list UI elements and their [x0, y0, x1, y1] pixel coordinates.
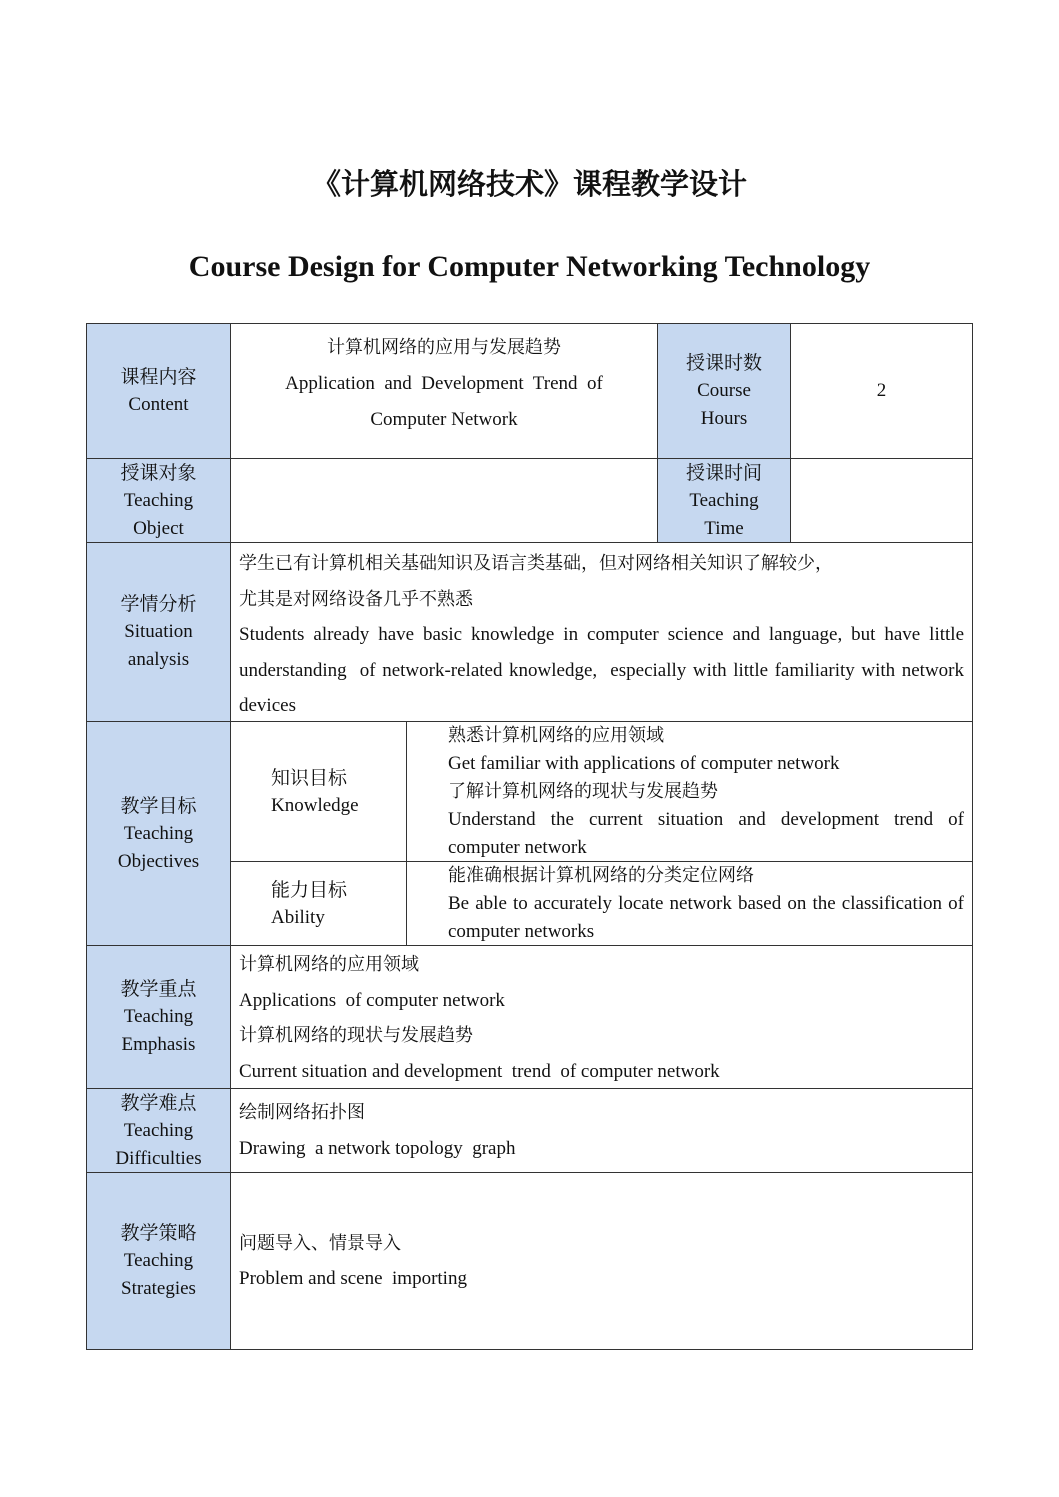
- content-label-cn: 课程内容: [120, 366, 197, 388]
- situation-label-cell: [86, 542, 231, 722]
- emphasis-line-en-2: Current situation and development trend of computer network: [239, 1060, 720, 1082]
- hours-label-en-2: Hours: [700, 408, 748, 429]
- difficulties-label-en-2: Difficulties: [115, 1147, 202, 1169]
- hours-label-cn: 授课时数: [685, 352, 762, 374]
- situation-text-en: Students already have basic knowledge in computer science and language, but have little understanding of network-related knowledge, especially with little familiarity with network devices: [239, 624, 969, 716]
- emphasis-line-en-1: Applications of computer network: [239, 989, 505, 1011]
- ability-label-cell: [230, 861, 407, 946]
- time-label-en-2: Time: [704, 517, 744, 539]
- ability-label-en: Ability: [271, 906, 325, 928]
- situation-value-cell: [230, 542, 973, 722]
- content-label-en: Content: [128, 394, 189, 415]
- page-title-cn: 《计算机网络技术》课程教学设计: [311, 167, 747, 201]
- content-label-cell: [86, 323, 231, 459]
- objectives-label-cn: 教学目标: [120, 794, 197, 817]
- knowledge-line-cn-1: 熟悉计算机网络的应用领域: [448, 725, 664, 746]
- strategies-label-cn: 教学策略: [120, 1222, 197, 1244]
- knowledge-label-cn: 知识目标: [271, 766, 348, 789]
- time-value-cell: [790, 458, 973, 543]
- difficulties-line-cn: 绘制网络拓扑图: [239, 1102, 365, 1123]
- ability-value-cell: [406, 861, 973, 946]
- situation-label-cn: 学情分析: [120, 593, 197, 615]
- objectives-label-cell: [86, 721, 231, 946]
- emphasis-value-cell: [230, 945, 973, 1089]
- strategies-value-cell: [230, 1172, 973, 1350]
- situation-text-cn-1: 学生已有计算机相关基础知识及语言类基础，但对网络相关知识了解较少，: [239, 553, 833, 574]
- time-label-en-1: Teaching: [689, 489, 759, 511]
- difficulties-value-cell: [230, 1088, 973, 1173]
- emphasis-line-cn-2: 计算机网络的现状与发展趋势: [239, 1025, 473, 1046]
- knowledge-line-en-1: Get familiar with applications of computer network: [448, 753, 840, 774]
- objectives-label-en-1: Teaching: [123, 822, 194, 844]
- difficulties-label-en-1: Teaching: [123, 1119, 194, 1141]
- knowledge-line-cn-2: 了解计算机网络的现状与发展趋势: [448, 781, 718, 802]
- time-label-cell: [657, 458, 791, 543]
- emphasis-label-cell: [86, 945, 231, 1089]
- situation-text-cn-2: 尤其是对网络设备几乎不熟悉: [239, 588, 473, 610]
- difficulties-line-en: Drawing a network topology graph: [239, 1137, 516, 1159]
- ability-line-cn: 能准确根据计算机网络的分类定位网络: [448, 865, 754, 886]
- difficulties-label-cn: 教学难点: [120, 1091, 197, 1114]
- strategies-label-en-1: Teaching: [123, 1250, 194, 1271]
- object-label-en-2: Object: [133, 517, 184, 539]
- object-label-cn: 授课对象: [120, 461, 197, 484]
- content-value-cn: 计算机网络的应用与发展趋势: [327, 337, 561, 358]
- strategies-label-cell: [86, 1172, 231, 1350]
- strategies-line-en: Problem and scene importing: [239, 1268, 467, 1289]
- hours-label-en-1: Course: [697, 380, 751, 401]
- emphasis-line-cn-1: 计算机网络的应用领域: [239, 954, 419, 975]
- knowledge-value-cell: [406, 721, 973, 862]
- object-value-cell: [230, 458, 658, 543]
- content-value-cell: [230, 323, 658, 459]
- object-label-cell: [86, 458, 231, 543]
- emphasis-label-en-1: Teaching: [123, 1006, 194, 1027]
- knowledge-label-cell: [230, 721, 407, 862]
- content-value-en-2: Computer Network: [370, 409, 518, 430]
- objectives-label-en-2: Objectives: [117, 850, 200, 872]
- strategies-line-cn: 问题导入、情景导入: [239, 1232, 401, 1254]
- situation-label-en-2: analysis: [127, 649, 190, 670]
- knowledge-label-en: Knowledge: [271, 794, 359, 816]
- hours-label-cell: [657, 323, 791, 459]
- knowledge-line-en-2: Understand the current situation and development trend of computer network: [448, 809, 964, 858]
- strategies-label-en-2: Strategies: [121, 1278, 196, 1299]
- ability-line-en: Be able to accurately locate network based on the classification of computer networks: [448, 893, 964, 942]
- ability-label-cn: 能力目标: [271, 878, 348, 901]
- difficulties-label-cell: [86, 1088, 231, 1173]
- emphasis-label-cn: 教学重点: [120, 978, 197, 1000]
- situation-label-en-1: Situation: [124, 621, 193, 642]
- hours-value-cell: [790, 323, 973, 459]
- page-title-en: Course Design for Computer Networking Technology: [188, 250, 871, 283]
- object-label-en-1: Teaching: [123, 489, 194, 511]
- hours-value: 2: [876, 380, 887, 401]
- emphasis-label-en-2: Emphasis: [121, 1034, 196, 1055]
- content-value-en-1: Application and Development Trend of: [285, 373, 603, 394]
- time-label-cn: 授课时间: [685, 461, 762, 484]
